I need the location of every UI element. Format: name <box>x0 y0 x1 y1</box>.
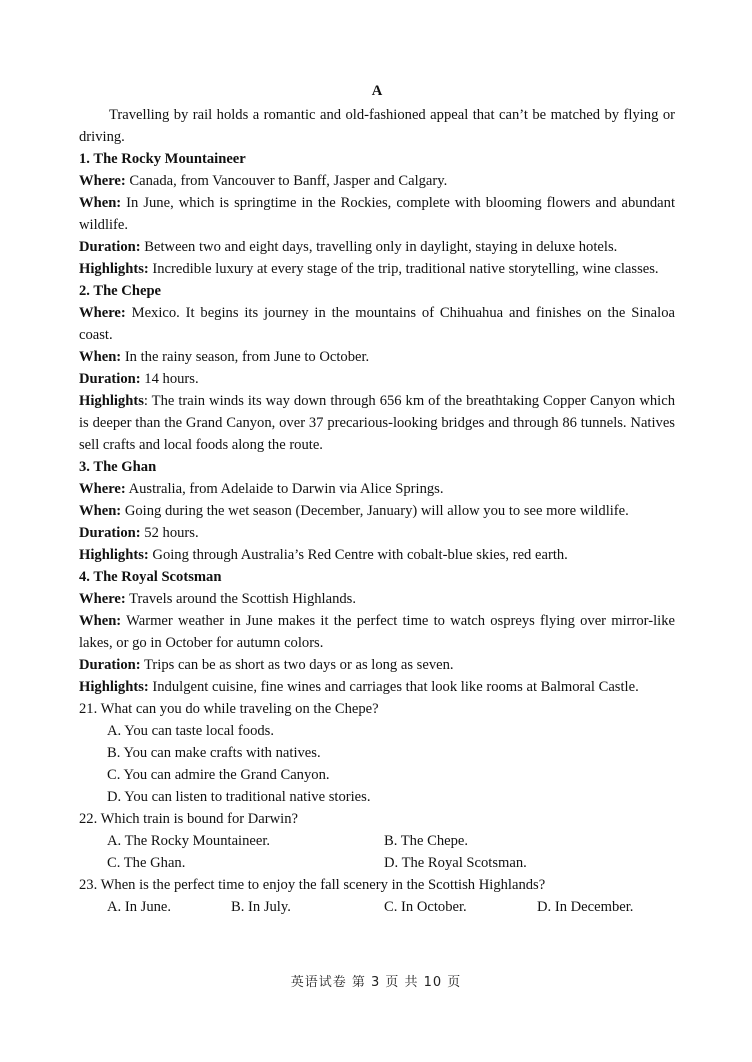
answer-option-b: B. In July. <box>231 899 291 915</box>
question-21 <box>79 698 675 808</box>
train-field <box>79 346 675 368</box>
field-text: Between two and eight days, travelling only in daylight, staying in deluxe hotels. <box>140 239 618 255</box>
train-block <box>79 566 675 698</box>
answer-option-c: C. You can admire the Grand Canyon. <box>107 767 330 783</box>
answer-option-b: B. The Chepe. <box>384 833 469 849</box>
train-heading: 2. The Chepe <box>79 283 162 299</box>
answer-option-a: A. You can taste local foods. <box>107 723 274 739</box>
train-field <box>79 654 675 676</box>
field-label: Where: <box>79 173 126 189</box>
question-23 <box>79 874 675 918</box>
field-label: Highlights: <box>79 679 149 695</box>
train-field <box>79 522 675 544</box>
answer-option-d: D. The Royal Scotsman. <box>384 855 527 871</box>
question-stem: 23. When is the perfect time to enjoy the fall scenery in the Scottish Highlands? <box>79 877 546 893</box>
reading-passage <box>79 80 675 918</box>
intro-paragraph: Travelling by rail holds a romantic and old-fashioned appeal that can’t be matched by flying or driving. <box>79 107 675 145</box>
field-text: : The train winds its way down through 656 km of the breathtaking Copper Canyon which is deeper than the Grand Canyon, over 37 precarious-looking bridges and through 86 tunnels. Natives sell crafts and local foods along the route. <box>79 393 675 453</box>
train-field <box>79 302 675 346</box>
train-field <box>79 544 675 566</box>
field-label: Duration: <box>79 525 141 541</box>
train-field <box>79 676 675 698</box>
answer-option-d: D. In December. <box>537 899 634 915</box>
field-text: 14 hours. <box>140 371 199 387</box>
field-label: When: <box>79 195 122 211</box>
section-title: A <box>371 83 383 99</box>
field-text: Incredible luxury at every stage of the trip, traditional native storytelling, wine classes. <box>148 261 659 277</box>
question-22 <box>79 808 675 874</box>
train-block <box>79 280 675 456</box>
field-text: Going during the wet season (December, January) will allow you to see more wildlife. <box>121 503 629 519</box>
train-field <box>79 500 675 522</box>
train-field <box>79 192 675 236</box>
answer-option-d: D. You can listen to traditional native stories. <box>107 789 371 805</box>
field-text: Warmer weather in June makes it the perfect time to watch ospreys flying over mirror-like lakes, or go in October for autumn colors. <box>79 613 675 651</box>
train-heading: 4. The Royal Scotsman <box>79 569 222 585</box>
field-text: Canada, from Vancouver to Banff, Jasper and Calgary. <box>125 173 448 189</box>
answer-option-a: A. In June. <box>107 899 172 915</box>
answer-option-c: C. The Ghan. <box>107 855 186 871</box>
field-label: When: <box>79 349 122 365</box>
field-text: Travels around the Scottish Highlands. <box>125 591 357 607</box>
field-text: Going through Australia’s Red Centre with cobalt-blue skies, red earth. <box>148 547 568 563</box>
field-label: Highlights: <box>79 547 149 563</box>
train-field <box>79 588 675 610</box>
train-block <box>79 456 675 566</box>
question-stem: 21. What can you do while traveling on the Chepe? <box>79 701 379 717</box>
answer-option-b: B. You can make crafts with natives. <box>107 745 321 761</box>
field-label: When: <box>79 613 122 629</box>
field-text: In the rainy season, from June to October. <box>121 349 370 365</box>
field-label: Where: <box>79 481 126 497</box>
field-text: Trips can be as short as two days or as long as seven. <box>140 657 454 673</box>
question-stem: 22. Which train is bound for Darwin? <box>79 811 298 827</box>
train-block <box>79 148 675 280</box>
train-heading: 3. The Ghan <box>79 459 157 475</box>
field-text: In June, which is springtime in the Rockies, complete with blooming flowers and abundant wildlife. <box>79 195 675 233</box>
field-label: Duration: <box>79 371 141 387</box>
answer-options <box>79 896 675 918</box>
answer-options <box>79 830 675 874</box>
page-footer: 英语试卷 第 3 页 共 10 页 <box>290 975 462 990</box>
field-label: Where: <box>79 591 126 607</box>
train-field <box>79 368 675 390</box>
train-heading: 1. The Rocky Mountaineer <box>79 151 246 167</box>
field-text: Mexico. It begins its journey in the mountains of Chihuahua and finishes on the Sinaloa coast. <box>79 305 675 343</box>
train-field <box>79 610 675 654</box>
field-label: Duration: <box>79 657 141 673</box>
field-label: Duration: <box>79 239 141 255</box>
field-text: 52 hours. <box>140 525 199 541</box>
field-label: Highlights <box>79 393 144 409</box>
field-label: Where: <box>79 305 126 321</box>
train-field <box>79 236 675 258</box>
train-field <box>79 170 675 192</box>
train-field <box>79 390 675 456</box>
field-label: Highlights: <box>79 261 149 277</box>
train-field <box>79 258 675 280</box>
field-label: When: <box>79 503 122 519</box>
answer-option-a: A. The Rocky Mountaineer. <box>107 833 271 849</box>
train-field <box>79 478 675 500</box>
answer-option-c: C. In October. <box>384 899 467 915</box>
field-text: Indulgent cuisine, fine wines and carriages that look like rooms at Balmoral Castle. <box>148 679 639 695</box>
field-text: Australia, from Adelaide to Darwin via Alice Springs. <box>125 481 444 497</box>
